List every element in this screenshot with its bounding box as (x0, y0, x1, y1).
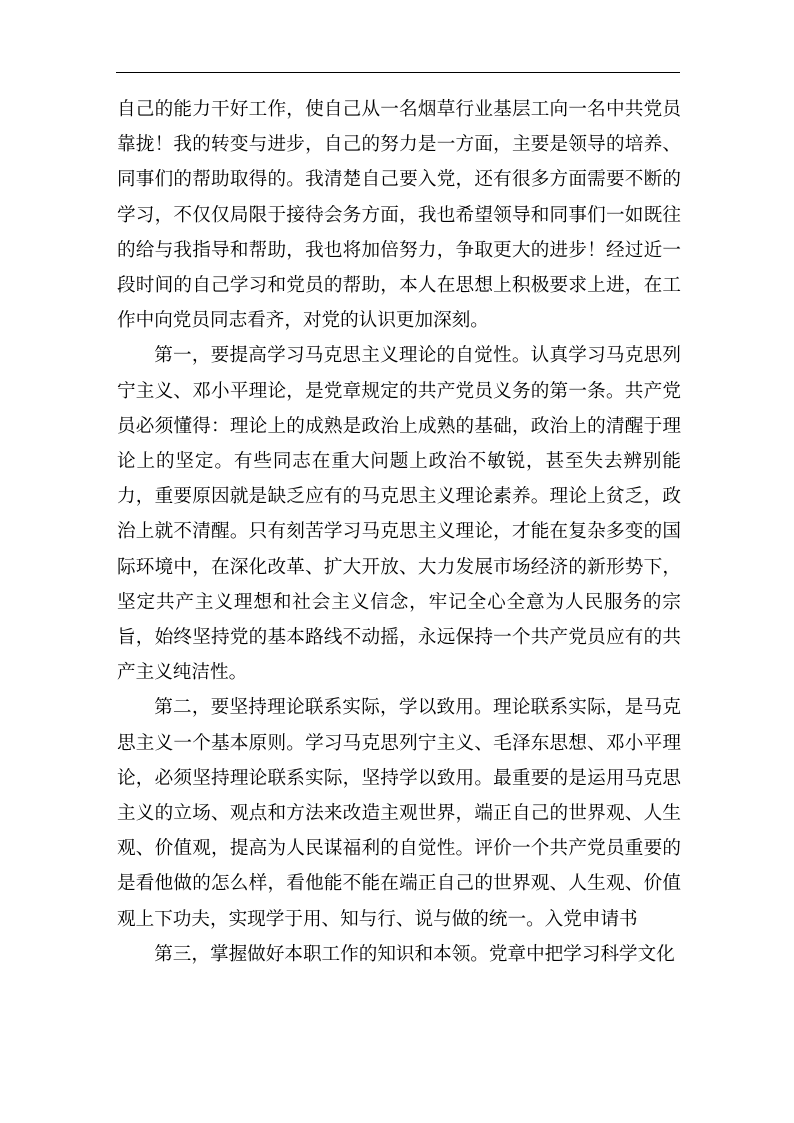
paragraph: 第三，掌握做好本职工作的知识和本领。党章中把学习科学文化 (154, 943, 675, 965)
document-body (117, 92, 681, 972)
paragraph: 第一，要提高学习马克思主义理论的自觉性。认真学习马克思列宁主义、邓小平理论，是党章规定的共产党员义务的第一条。共产党员必须懂得：理论上的成熟是政治上成熟的基础，政治上的清醒于理论上的坚定。有些同志在重大问题上政治不敏锐，甚至失去辨别能力，重要原因就是缺乏应有的马克思主义理论素养。理论上贫乏，政治上就不清醒。只有刻苦学习马克思主义理论，才能在复杂多变的国际环境中，在深化改革、扩大开放、大力发展市场经济的新形势下，坚定共产主义理想和社会主义信念，牢记全心全意为人民服务的宗旨，始终坚持党的基本路线不动摇，永远保持一个共产党员应有的共产主义纯洁性。 (117, 345, 681, 684)
header-rule (116, 72, 680, 73)
paragraph: 第二，要坚持理论联系实际，学以致用。理论联系实际，是马克思主义一个基本原则。学习马克思列宁主义、毛泽东思想、邓小平理论，必须坚持理论联系实际，坚持学以致用。最重要的是运用马克思主义的立场、观点和方法来改造主观世界，端正自己的世界观、人生观、价值观，提高为人民谋福利的自觉性。评价一个共产党员重要的是看他做的怎么样，看他能不能在端正自己的世界观、人生观、价值观上下功夫，实现学于用、知与行、说与做的统一。入党申请书 (117, 697, 681, 930)
paragraph: 自己的能力干好工作，使自己从一名烟草行业基层工向一名中共党员靠拢！我的转变与进步，自己的努力是一方面，主要是领导的培养、同事们的帮助取得的。我清楚自己要入党，还有很多方面需要不断的学习，不仅仅局限于接待会务方面，我也希望领导和同事们一如既往的给与我指导和帮助，我也将加倍努力，争取更大的进步！经过近一段时间的自己学习和党员的帮助，本人在思想上积极要求上进，在工作中向党员同志看齐，对党的认识更加深刻。 (117, 99, 681, 332)
